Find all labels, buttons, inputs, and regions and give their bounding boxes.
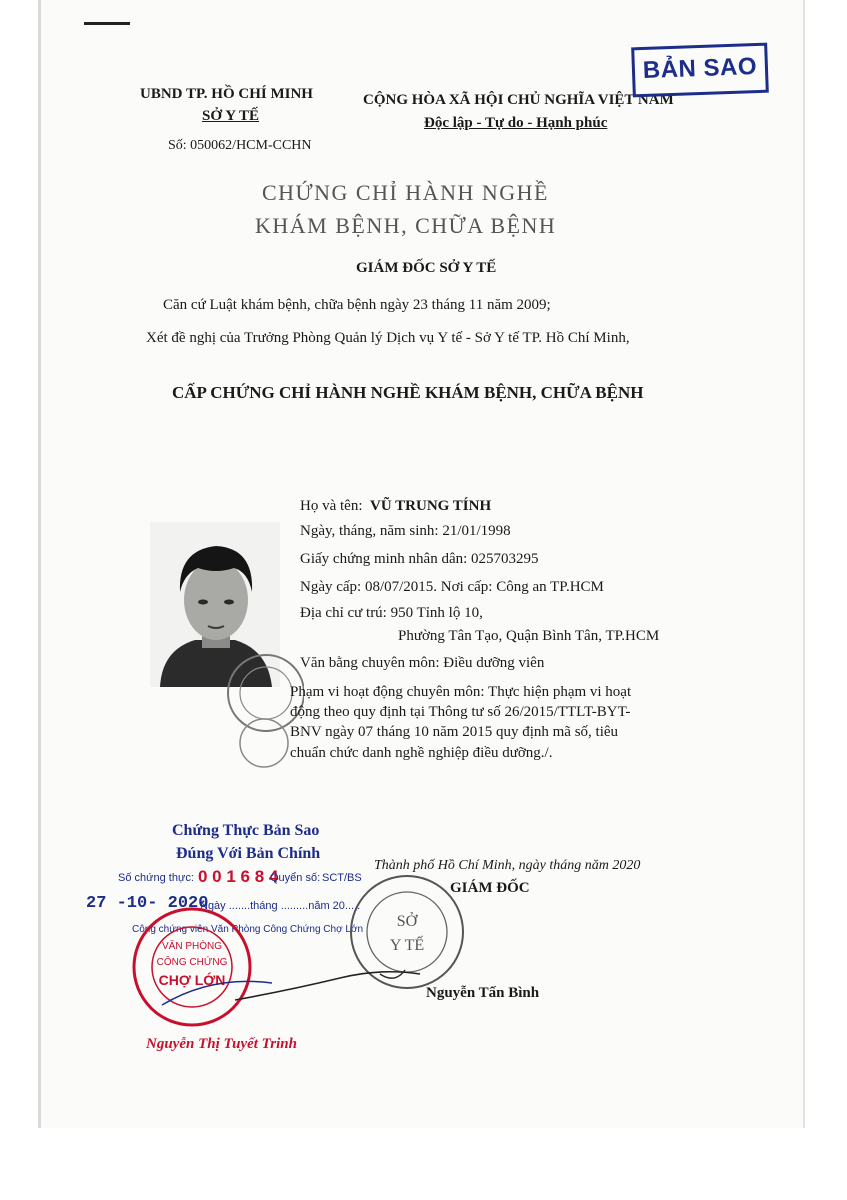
notary-name: Nguyễn Thị Tuyết Trinh xyxy=(146,1036,297,1052)
address-line2: Phường Tân Tạo, Quận Bình Tân, TP.HCM xyxy=(398,628,660,644)
notary-heading-line1: Chứng Thực Bản Sao xyxy=(172,822,320,839)
scan-edge-right xyxy=(803,0,805,1128)
org-line1: UBND TP. HỒ CHÍ MINH xyxy=(140,86,313,102)
legal-basis-line1: Căn cứ Luật khám bệnh, chữa bệnh ngày 23 tháng 11 năm 2009; xyxy=(163,297,551,313)
book-number: SCT/BS xyxy=(322,872,362,884)
svg-text:VĂN PHÒNG: VĂN PHÒNG xyxy=(161,941,223,952)
legal-basis-line2: Xét đề nghị của Trưởng Phòng Quản lý Dịch vụ Y tế - Sở Y tế TP. Hồ Chí Minh, xyxy=(146,330,630,346)
svg-text:Y TẾ: Y TẾ xyxy=(389,937,425,954)
id-issue-info: Ngày cấp: 08/07/2015. Nơi cấp: Công an TP.HCM xyxy=(300,579,604,595)
scope-line2: động theo quy định tại Thông tư số 26/2015/TTLT-BYT- xyxy=(290,704,631,720)
org-line2: SỞ Y TẾ xyxy=(202,108,259,124)
notary-date-stamp: 27 -10- 2020 xyxy=(86,894,209,913)
document-number: Số: 050062/HCM-CCHN xyxy=(168,138,312,153)
certificate-title-line2: KHÁM BỆNH, CHỮA BỆNH xyxy=(255,213,557,238)
national-motto: Độc lập - Tự do - Hạnh phúc xyxy=(424,115,608,131)
notary-date-line: Ngày .......tháng .........năm 20..... xyxy=(200,900,361,912)
certificate-title-line1: CHỨNG CHỈ HÀNH NGHỀ xyxy=(262,180,549,205)
scan-edge-left xyxy=(38,0,41,1128)
book-number-label: Quyển số: xyxy=(270,872,321,884)
director-title: GIÁM ĐỐC xyxy=(450,880,530,896)
date-of-birth: Ngày, tháng, năm sinh: 21/01/1998 xyxy=(300,523,511,539)
holder-name: VŨ TRUNG TÍNH xyxy=(370,498,492,514)
scan-mark xyxy=(84,22,130,25)
place-date: Thành phố Hồ Chí Minh, ngày tháng năm 2020 xyxy=(374,858,641,873)
id-card-number: Giấy chứng minh nhân dân: 025703295 xyxy=(300,551,539,567)
notary-heading-line2: Đúng Với Bản Chính xyxy=(176,845,321,862)
svg-text:CHỢ LỚN: CHỢ LỚN xyxy=(158,972,226,988)
scope-line4: chuẩn chức danh nghề nghiệp điều dưỡng./. xyxy=(290,745,553,761)
name-label: Họ và tên: xyxy=(300,498,363,514)
svg-text:CÔNG CHỨNG: CÔNG CHỨNG xyxy=(156,957,228,968)
country-name: CỘNG HÒA XÃ HỘI CHỦ NGHĨA VIỆT NAM xyxy=(363,92,674,108)
svg-text:SỞ: SỞ xyxy=(396,913,418,930)
address-line1: Địa chỉ cư trú: 950 Tỉnh lộ 10, xyxy=(300,605,483,621)
copy-stamp: BẢN SAO xyxy=(631,43,769,98)
issuing-authority: GIÁM ĐỐC SỞ Y TẾ xyxy=(356,260,497,276)
cert-number: 0 0 1 6 8 4 xyxy=(198,867,279,886)
grant-statement: CẤP CHỨNG CHỈ HÀNH NGHỀ KHÁM BỆNH, CHỮA BỆNH xyxy=(172,383,644,402)
director-name: Nguyễn Tấn Bình xyxy=(426,985,540,1001)
notary-office-line: Công chứng viên Văn Phòng Công Chứng Chợ Lớn xyxy=(132,924,364,935)
qualification: Văn bằng chuyên môn: Điều dưỡng viên xyxy=(300,655,545,671)
scope-line1: Phạm vi hoạt động chuyên môn: Thực hiện phạm vi hoạt xyxy=(290,684,632,700)
scope-line3: BNV ngày 07 tháng 10 năm 2015 quy định mã số, tiêu xyxy=(290,724,619,740)
director-signature xyxy=(230,960,430,1010)
cert-number-label: Số chứng thực: xyxy=(118,872,194,884)
